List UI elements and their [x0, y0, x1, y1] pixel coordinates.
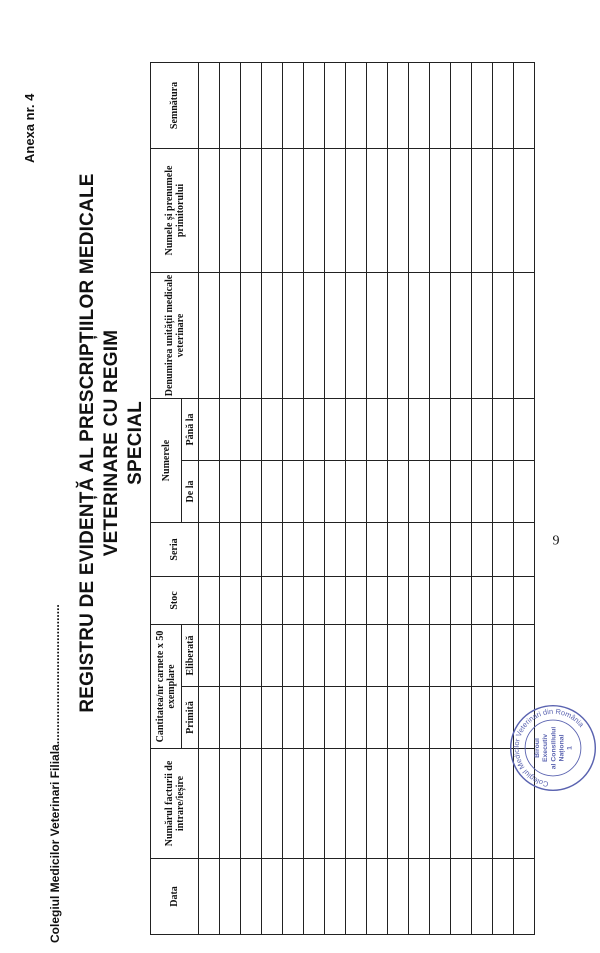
table-cell [346, 460, 367, 522]
table-cell [283, 398, 304, 460]
table-cell [430, 62, 451, 148]
table-cell [472, 624, 493, 686]
table-cell [262, 272, 283, 398]
table-cell [220, 859, 241, 935]
table-cell [514, 624, 535, 686]
table-cell [451, 148, 472, 272]
table-cell [388, 398, 409, 460]
table-cell [514, 522, 535, 576]
table-cell [514, 62, 535, 148]
table-cell [514, 576, 535, 624]
table-cell [388, 460, 409, 522]
table-cell [388, 749, 409, 859]
stamp-inner-line: Executiv [542, 733, 550, 763]
page-number: 9 [552, 533, 560, 549]
table-cell [367, 272, 388, 398]
table-cell [388, 687, 409, 749]
table-cell [346, 522, 367, 576]
table-cell [430, 148, 451, 272]
table-cell [220, 398, 241, 460]
table-cell [199, 522, 220, 576]
table-cell [346, 62, 367, 148]
table-cell [388, 576, 409, 624]
title-line-2: SPECIAL [125, 401, 146, 485]
table-cell [241, 398, 262, 460]
table-row [514, 62, 535, 934]
table-cell [241, 148, 262, 272]
table-cell [493, 460, 514, 522]
table-cell [430, 576, 451, 624]
table-cell [367, 148, 388, 272]
table-cell [325, 859, 346, 935]
table-cell [346, 624, 367, 686]
table-cell [325, 522, 346, 576]
table-cell [283, 62, 304, 148]
table-cell [199, 687, 220, 749]
table-cell [304, 460, 325, 522]
col-header-data: Data [151, 859, 199, 935]
table-cell [493, 576, 514, 624]
table-cell [325, 576, 346, 624]
table-cell [283, 272, 304, 398]
table-cell [199, 398, 220, 460]
table-cell [241, 522, 262, 576]
table-cell [451, 522, 472, 576]
table-cell [199, 148, 220, 272]
table-cell [199, 576, 220, 624]
table-cell [262, 859, 283, 935]
table-cell [304, 522, 325, 576]
table-cell [409, 460, 430, 522]
table-cell [388, 624, 409, 686]
title-line-1: REGISTRU DE EVIDENȚĂ AL PRESCRIPȚIILOR MEDICALE VETERINARE CU REGIM [77, 173, 122, 713]
table-cell [325, 687, 346, 749]
col-header-seria: Seria [151, 522, 199, 576]
table-row [262, 62, 283, 934]
table-cell [367, 398, 388, 460]
table-cell [325, 460, 346, 522]
table-cell [199, 624, 220, 686]
table-cell [430, 687, 451, 749]
table-cell [430, 460, 451, 522]
col-header-primita: Primită [182, 687, 199, 749]
table-cell [241, 859, 262, 935]
table-cell [472, 522, 493, 576]
table-cell [346, 859, 367, 935]
table-cell [325, 62, 346, 148]
table-row [220, 62, 241, 934]
table-cell [514, 460, 535, 522]
table-cell [304, 398, 325, 460]
stamp-inner-line: Național [558, 734, 566, 762]
table-cell [367, 687, 388, 749]
table-cell [220, 62, 241, 148]
table-cell [283, 522, 304, 576]
stamp-inner-line: 1 [566, 746, 574, 750]
table-cell [367, 62, 388, 148]
col-header-pana-la: Până la [182, 398, 199, 460]
table-cell [283, 624, 304, 686]
table-cell [283, 749, 304, 859]
table-cell [367, 576, 388, 624]
col-header-de-la: De la [182, 460, 199, 522]
table-cell [514, 859, 535, 935]
table-cell [241, 62, 262, 148]
table-cell [493, 398, 514, 460]
col-header-cantitatea: Cantitatea/nr carnete x 50 exemplare [151, 624, 182, 748]
table-cell [367, 859, 388, 935]
table-row [451, 62, 472, 934]
table-cell [220, 687, 241, 749]
table-cell [262, 749, 283, 859]
table-cell [451, 749, 472, 859]
table-row [199, 62, 220, 934]
col-header-eliberata: Eliberată [182, 624, 199, 686]
table-cell [262, 398, 283, 460]
table-cell [409, 62, 430, 148]
table-cell [430, 398, 451, 460]
stamp-seal [508, 703, 598, 793]
table-cell [304, 576, 325, 624]
table-cell [367, 522, 388, 576]
table-cell [451, 272, 472, 398]
table-row [283, 62, 304, 934]
table-cell [409, 272, 430, 398]
table-cell [451, 460, 472, 522]
table-cell [451, 62, 472, 148]
table-row [325, 62, 346, 934]
table-cell [220, 460, 241, 522]
table-cell [346, 148, 367, 272]
table-cell [493, 62, 514, 148]
table-cell [304, 148, 325, 272]
table-cell [262, 148, 283, 272]
table-cell [430, 522, 451, 576]
stamp-inner-line: Biroul [534, 738, 542, 758]
table-cell [409, 522, 430, 576]
table-row [493, 62, 514, 934]
table-cell [388, 859, 409, 935]
table-cell [388, 272, 409, 398]
table-cell [451, 687, 472, 749]
register-body [199, 62, 535, 934]
table-cell [262, 460, 283, 522]
table-cell [430, 624, 451, 686]
table-cell [241, 576, 262, 624]
table-cell [220, 624, 241, 686]
table-cell [493, 859, 514, 935]
col-header-stoc: Stoc [151, 576, 199, 624]
table-cell [325, 749, 346, 859]
annex-label: Anexa nr. 4 [22, 93, 37, 163]
table-cell [472, 460, 493, 522]
table-row [430, 62, 451, 934]
table-cell [472, 398, 493, 460]
table-cell [430, 749, 451, 859]
table-cell [220, 576, 241, 624]
table-cell [325, 148, 346, 272]
table-cell [409, 624, 430, 686]
table-cell [304, 687, 325, 749]
table-cell [199, 749, 220, 859]
table-cell [514, 148, 535, 272]
table-row [388, 62, 409, 934]
table-cell [304, 859, 325, 935]
table-row [241, 62, 262, 934]
table-cell [241, 460, 262, 522]
table-cell [409, 859, 430, 935]
col-header-numele: Numele și prenumele primitorului [151, 148, 199, 272]
table-cell [409, 148, 430, 272]
table-cell [262, 522, 283, 576]
table-cell [472, 859, 493, 935]
table-cell [283, 687, 304, 749]
register-table [150, 62, 535, 935]
table-cell [241, 749, 262, 859]
col-header-numerele: Numerele [151, 398, 182, 522]
table-cell [388, 522, 409, 576]
col-header-semnatura: Semnătura [151, 62, 199, 148]
table-cell [346, 272, 367, 398]
table-cell [199, 460, 220, 522]
table-cell [493, 522, 514, 576]
table-cell [325, 272, 346, 398]
table-cell [199, 62, 220, 148]
table-cell [262, 624, 283, 686]
table-cell [367, 624, 388, 686]
col-header-denumirea: Denumirea unității medicale veterinare [151, 272, 199, 398]
table-cell [283, 859, 304, 935]
table-cell [241, 624, 262, 686]
table-cell [262, 687, 283, 749]
table-row [346, 62, 367, 934]
table-row [304, 62, 325, 934]
table-cell [451, 624, 472, 686]
table-cell [388, 148, 409, 272]
table-cell [220, 148, 241, 272]
table-cell [346, 576, 367, 624]
table-row [409, 62, 430, 934]
table-cell [262, 576, 283, 624]
table-cell [346, 749, 367, 859]
table-cell [493, 272, 514, 398]
table-cell [220, 272, 241, 398]
table-cell [472, 272, 493, 398]
table-cell [199, 859, 220, 935]
table-cell [283, 576, 304, 624]
table-cell [472, 148, 493, 272]
table-cell [325, 398, 346, 460]
table-cell [430, 272, 451, 398]
table-cell [367, 749, 388, 859]
table-cell [409, 398, 430, 460]
table-cell [346, 398, 367, 460]
table-cell [325, 624, 346, 686]
table-cell [514, 272, 535, 398]
table-cell [220, 749, 241, 859]
table-cell [472, 749, 493, 859]
table-cell [493, 624, 514, 686]
table-cell [346, 687, 367, 749]
table-cell [304, 749, 325, 859]
table-cell [514, 398, 535, 460]
document-title [76, 143, 148, 743]
table-cell [241, 272, 262, 398]
table-cell [409, 576, 430, 624]
table-cell [430, 859, 451, 935]
table-cell [220, 522, 241, 576]
table-cell [367, 460, 388, 522]
table-cell [283, 460, 304, 522]
table-cell [304, 62, 325, 148]
table-row [367, 62, 388, 934]
table-cell [304, 272, 325, 398]
table-cell [241, 687, 262, 749]
table-cell [388, 62, 409, 148]
stamp-inner-line: al Consiliului [550, 726, 558, 770]
table-cell [472, 576, 493, 624]
col-header-facturi: Numărul facturii de intrare/ieșire [151, 749, 199, 859]
table-cell [493, 148, 514, 272]
table-cell [472, 62, 493, 148]
table-cell [199, 272, 220, 398]
stamp-outer-text: Colegiul Medicilor Veterinari din România [511, 706, 586, 789]
colegiu-line: Colegiul Medicilor Veterinari Filiala.......................................... [48, 604, 62, 943]
table-cell [409, 687, 430, 749]
table-cell [283, 148, 304, 272]
table-cell [472, 687, 493, 749]
table-cell [451, 576, 472, 624]
table-cell [451, 859, 472, 935]
table-cell [304, 624, 325, 686]
table-row [472, 62, 493, 934]
table-cell [409, 749, 430, 859]
table-cell [451, 398, 472, 460]
table-cell [262, 62, 283, 148]
